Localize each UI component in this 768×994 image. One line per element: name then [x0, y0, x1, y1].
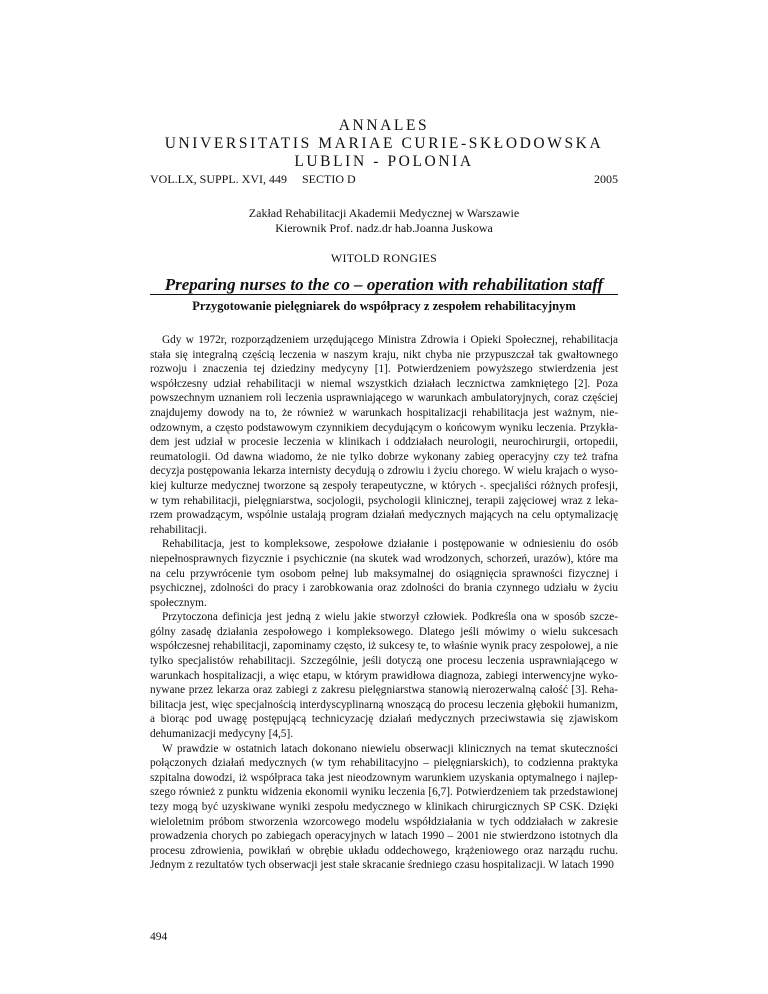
affiliation-department: Zakład Rehabilitacji Akademii Medycznej w Warszawie: [248, 206, 520, 220]
body-paragraph: Rehabilitacja, jest to kompleksowe, zespołowe działanie i postępowanie w odniesieniu do osób niepełnosprawnych fizycznie i psychicznie (na skutek wad wrodzonych, schorzeń, urazów), które ma na celu przywrócenie tym osobom pełnej lub maksymalnej do osiągnięcia sprawności fizycznej i psychicznej, zdolności do pracy i zarobkowania oraz zdolności do brania czynnego udziału w życiu społecznym.: [150, 538, 618, 609]
article-body: [150, 333, 618, 873]
title-divider: [150, 294, 618, 295]
journal-name-line-2: UNIVERSITATIS MARIAE CURIE-SKŁODOWSKA: [164, 135, 604, 152]
article-title-english: Preparing nurses to the co – operation with rehabilitation staff: [164, 275, 604, 294]
author-name: WITOLD RONGIES: [330, 251, 438, 265]
journal-name-line-1: ANNALES: [338, 117, 430, 134]
body-paragraph: Gdy w 1972r, rozporządzeniem urzędującego Ministra Zdrowia i Opieki Społecznej, rehabilitacja stała się integralną częścią leczenia w naszym kraju, nikt chyba nie przypuszczał tak gwałtownego rozwoju i znaczenia tej dziedziny medycyny [1]. Potwierdzeniem powyższego stwierdzenia jest współczesny udział rehabilitacji w niemal wszystkich działach lecznictwa zamkniętego [2]. Poza powszechnym uznaniem roli leczenia usprawniającego w warunkach ambulatoryjnych, coraz częściej znajdujemy dowody na to, że również w warunkach hospitalizacji rehabilitacja jest ważnym, nieodzownym, a często podstawowym czynnikiem decydującym o końcowym wyniku leczenia. Przykładem jest udział w procesie leczenia w klinikach i oddziałach neurologii, neurochirurgii, ortopedii, reumatologii. Od dawna wiadomo, że nie tylko dobrze wykonany zabieg operacyjny czy też trafna decyzja postępowania lekarza internisty decydują o zdrowiu i życiu chorego. W wielu krajach o wysokiej kulturze medycznej tworzone są zespoły terapeutyczne, w których -. specjaliści różnych profesji, w tym rehabilitacji, pielęgniarstwa, socjologii, psychologii klinicznej, terapii zajęciowej wraz z lekarzem prowadzącym, wspólnie ustalają program działań medycznych mających na celu optymalizację rehabilitacji.: [150, 334, 618, 536]
page-number: 494: [150, 931, 168, 943]
affiliation-head: Kierownik Prof. nadz.dr hab.Joanna Juskowa: [275, 221, 493, 235]
body-paragraph: Przytoczona definicja jest jedną z wielu jakie stworzył człowiek. Podkreśla ona w sposób szczególny zasadę działania zespołowego i kompleksowego. Dlatego jeśli mówimy o wielu sukcesach współczesnej rehabilitacji, zapominamy często, iż sukcesy te, to właśnie wynik pracy zespołowej, a nie tylko specjalistów rehabilitacji. Szczególnie, jeśli dotyczą one procesu leczenia usprawniającego w warunkach hospitalizacji, a więc etapu, w którym prawidłowa diagnoza, zabiegi interwencyjne wykonywane przez lekarza oraz zabiegi z zakresu pielęgniarstwa stanowią nierozerwalną całość [3]. Rehabilitacja jest, więc specjalnością interdyscyplinarną wnoszącą do procesu leczenia głębokii humanizm, a biorąc pod uwagę postępującą technicyzację działań medycznych przeciwstawia się zjawiskom dehumanizacji medycyny [4,5].: [150, 611, 618, 741]
article-title-polish: Przygotowanie pielęgniarek do współpracy z zespołem rehabilitacyjnym: [192, 299, 576, 313]
section-info: SECTIO D: [302, 172, 356, 186]
journal-location-line: LUBLIN - POLONIA: [294, 153, 474, 170]
body-paragraph: W prawdzie w ostatnich latach dokonano niewielu obserwacji klinicznych na temat skuteczności połączonych działań medycznych (w tym rehabilitacyjno – pielęgniarskich), to codzienna praktyka szpitalna dowodzi, iż współpraca taka jest nieodzownym warunkiem uzyskania optymalnego i najlepszego również z punktu widzenia ekonomii wyniku leczenia [6,7]. Potwierdzeniem tak przedstawionej tezy mogą być uzyskiwane wyniki zespołu medycznego w klinikach chirurgicznych SP CSK. Dzięki wieloletnim próbom stworzenia wzorcowego modelu współdziałania w tych oddziałach w zakresie prowadzenia chorych po zabiegach operacyjnych w latach 1990 – 2001 nie stwierdzono istotnych dla procesu zdrowienia, powikłań w obrębie układu oddechowego, krążeniowego oraz narządu ruchu. Jednym z rezultatów tych obserwacji jest stałe skracanie średniego czasu hospitalizacji. W latach 1990: [150, 742, 618, 872]
publication-year: 2005: [594, 172, 618, 186]
volume-info: VOL.LX, SUPPL. XVI, 449: [150, 172, 288, 186]
